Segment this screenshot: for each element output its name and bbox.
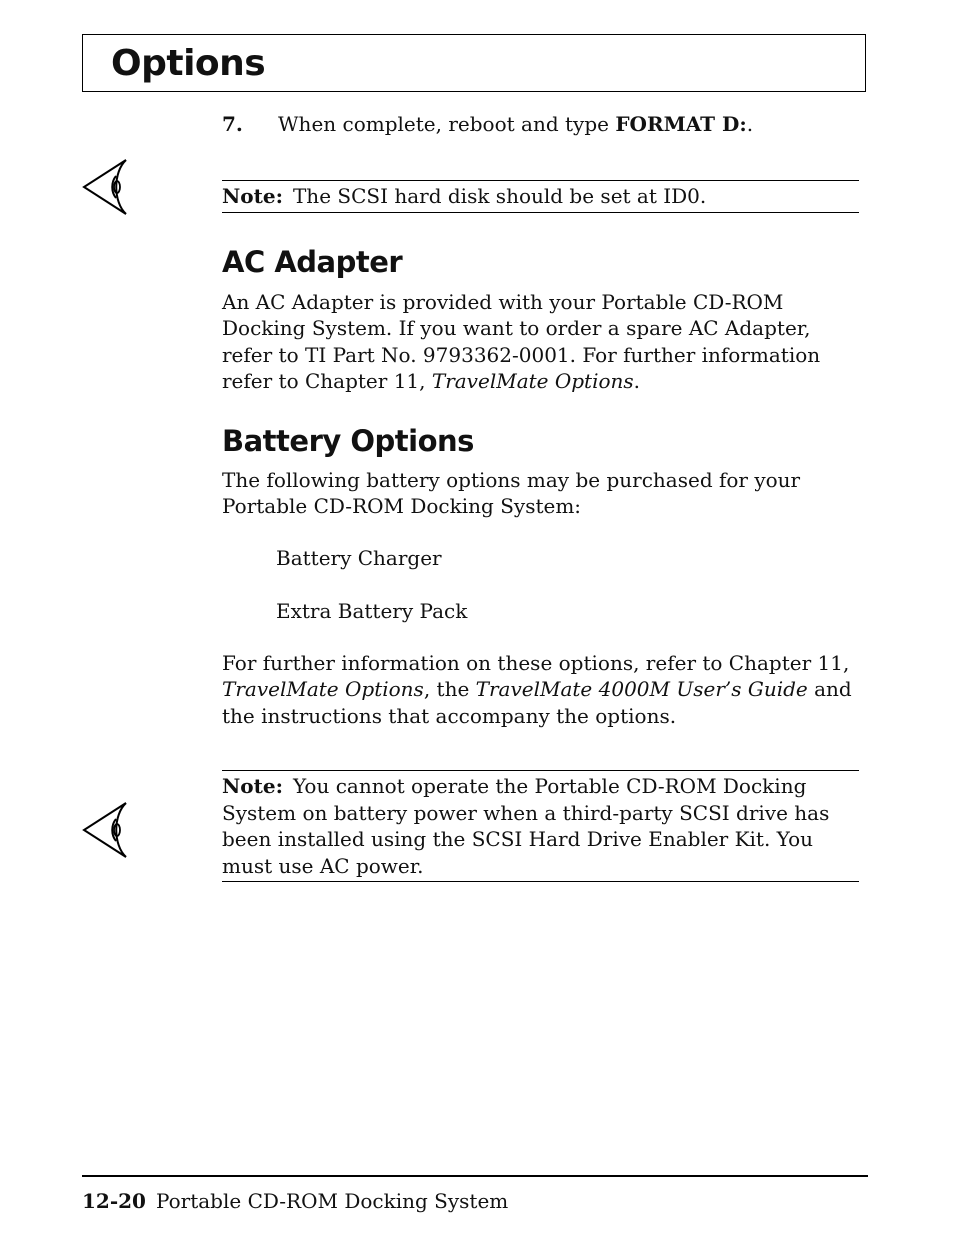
step-text: When complete, reboot and type: [278, 112, 616, 136]
further-info-paragraph: [222, 650, 867, 729]
further-text: , the: [423, 677, 476, 702]
page-footer: [82, 1188, 508, 1214]
footer-title: Portable CD-ROM Docking System: [155, 1189, 509, 1213]
page-number: 12-20: [82, 1189, 146, 1213]
ac-adapter-paragraph: [222, 289, 867, 394]
note-scsi-id: [222, 180, 859, 213]
step-number: 7.: [222, 112, 243, 136]
section-heading-battery-options: Battery Options: [222, 424, 474, 458]
ac-adapter-ref-title: TravelMate Options: [431, 368, 634, 393]
battery-options-intro: The following battery options may be purchased for your Portable CD-ROM Docking System:: [222, 468, 801, 519]
list-item: Battery Charger: [276, 546, 442, 570]
step-command: FORMAT D:: [615, 112, 747, 136]
header-box: [82, 34, 866, 92]
further-ref-guide: TravelMate 4000M User’s Guide: [475, 677, 808, 702]
note-text: The SCSI hard disk should be set at ID0.: [292, 184, 707, 208]
step-7: [222, 111, 753, 138]
eye-note-icon: [80, 801, 130, 859]
footer-divider: [82, 1175, 868, 1177]
list-item: Extra Battery Pack: [276, 599, 468, 623]
step-end: .: [746, 112, 754, 136]
ac-adapter-text-end: .: [633, 368, 641, 393]
page-title: Options: [111, 43, 266, 84]
note-label: Note:: [222, 774, 283, 798]
note-text: You cannot operate the Portable CD-ROM Docking System on battery power when a third-party SCSI drive has been installed using the SCSI Hard Drive Enabler Kit. You must use AC power.: [222, 774, 830, 878]
note-label: Note:: [222, 184, 283, 208]
eye-note-icon: [80, 158, 130, 216]
further-text: For further information on these options, refer to Chapter 11,: [222, 651, 850, 675]
note-battery-power: [222, 770, 859, 882]
section-heading-ac-adapter: AC Adapter: [222, 245, 403, 279]
ac-adapter-text: An AC Adapter is provided with your Portable CD-ROM Docking System. If you want to order a spare AC Adapter, refer to TI Part No. 9793362-0001. For further information refer to Chapter 11,: [222, 290, 821, 393]
further-ref-options: TravelMate Options: [222, 677, 424, 702]
further-text: and the instructions that accompany the options.: [222, 677, 852, 728]
